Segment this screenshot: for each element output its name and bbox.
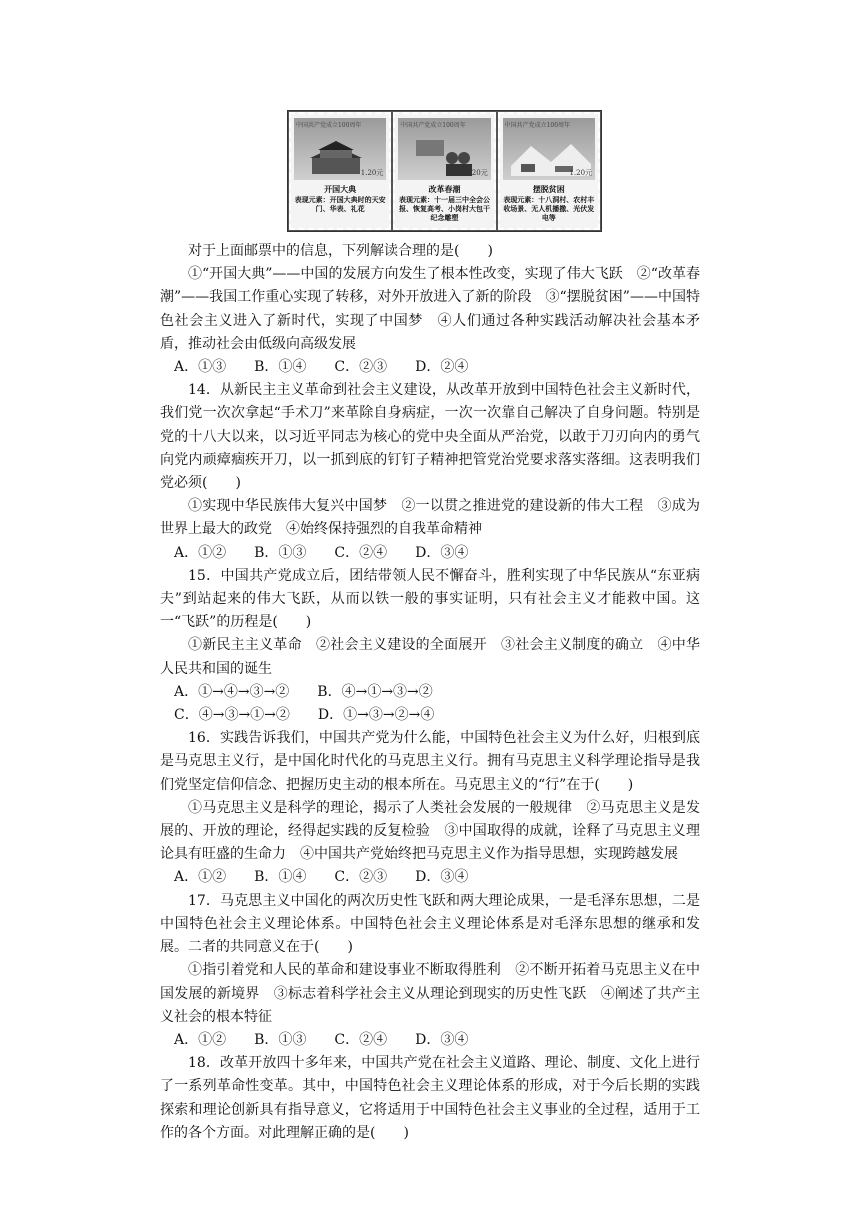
stamp-2-desc: 表现元素：十一届三中全会公报、恢复高考、小岗村大包干纪念雕塑 [398,195,490,222]
question-17-stem: 17．马克思主义中国化的两次历史性飞跃和两大理论成果，一是毛泽东思想，二是中国特色社会主义理论体系。中国特色社会主义理论体系是对毛泽东思想的继承和发展。二者的共同意义在于( ) [160,892,700,956]
question-15-options-1: A．①→④→③→② B．④→①→③→② [174,683,433,700]
stamp-2-title: 改革春潮 [428,184,461,194]
stamp-1-title: 开国大典 [324,184,357,194]
stamp-3-desc: 表现元素：十八洞村、农村丰收场景、无人机播撒、光伏发电等 [503,195,595,222]
question-16-items: ①马克思主义是科学的理论，揭示了人类社会发展的一般规律 ②马克思主义是发展的、开放的理论，经得起实践的反复检验 ③中国取得的成就，诠释了马克思主义理论具有旺盛的生命力 ④中国共产党始终把马克思主义作为指导思想，实现跨越发展 [160,799,700,863]
stamp-2 [393,112,495,230]
question-13-stem: 对于上面邮票中的信息，下列解读合理的是( ) [188,243,493,259]
stamp-3 [498,112,600,230]
stamp-2-face-text: 中国共产党成立100周年 [400,122,466,129]
stamp-1-desc: 表现元素：开国大典时的天安门、华表、礼花 [294,195,386,213]
question-14-options: A．①② B．①③ C．②④ D．③④ [174,544,469,561]
question-13-items: ①“开国大典”——中国的发展方向发生了根本性改变，实现了伟大飞跃 ②“改革春潮”——我国工作重心实现了转移，对外开放进入了新的阶段 ③“摆脱贫困”——中国特色社会主义进入了新时代，实现了中国梦 ④人们通过各种实践活动解决社会基本矛盾，推动社会由低级向高级发展 [160,266,700,352]
question-17-items: ①指引着党和人民的革命和建设事业不断取得胜利 ②不断开拓着马克思主义在中国发展的新境界 ③标志着科学社会主义从理论到现实的历史性飞跃 ④阐述了共产主义社会的根本特征 [160,962,700,1025]
stamp-3-value: 1.20元 [569,169,593,177]
question-14-stem: 14．从新民主主义革命到社会主义建设，从改革开放到中国特色社会主义新时代，我们党一次次拿起“手术刀”来革除自身病症，一次一次靠自己解决了自身问题。特别是党的十八大以来，以习近平同志为核心的党中央全面从严治党，以敢于刀刃向内的勇气向党内顽瘴痼疾开刀，以一抓到底的钉钉子精神把管党治党要求落实落细。这表明我们党必须( ) [160,382,700,492]
question-13-options: A．①③ B．①④ C．②③ D．②④ [174,359,469,376]
question-15-items: ①新民主主义革命 ②社会主义建设的全面展开 ③社会主义制度的确立 ④中华人民共和国的诞生 [160,637,700,677]
question-14-items: ①实现中华民族伟大复兴中国梦 ②一以贯之推进党的建设新的伟大工程 ③成为世界上最大的政党 ④始终保持强烈的自我革命精神 [160,498,700,538]
stamp-1-value: 1.20元 [360,169,384,177]
stamp-3-face-text: 中国共产党成立100周年 [504,122,571,129]
stamp-strip [287,110,602,232]
stamp-1-face-text: 中国共产党成立100周年 [295,122,362,129]
question-16-options: A．①② B．①④ C．②③ D．③④ [174,869,469,886]
question-17-options: A．①② B．①③ C．②④ D．③④ [174,1031,469,1048]
question-body [160,240,700,1145]
stamp-1 [289,112,391,230]
question-18-stem: 18．改革开放四十多年来，中国共产党在社会主义道路、理论、制度、文化上进行了一系列革命性变革。其中，中国特色社会主义理论体系的形成，对于今后长期的实践探索和理论创新具有指导意义，它将适用于中国特色社会主义事业的全过程，适用于工作的各个方面。对此理解正确的是( ) [160,1055,700,1141]
question-15-options-2: C．④→③→①→② D．①→③→②→④ [174,707,435,724]
question-15-stem: 15．中国共产党成立后，团结带领人民不懈奋斗，胜利实现了中华民族从“东亚病夫”到站起来的伟大飞跃，从而以铁一般的事实证明，只有社会主义才能救中国。这一“飞跃”的历程是( ) [160,567,700,631]
stamp-2-value: 1.20元 [465,169,488,177]
stamp-1-picture [294,118,386,180]
stamp-3-title: 摆脱贫困 [532,184,565,194]
stamp-2-picture [398,118,490,180]
question-16-stem: 16．实践告诉我们，中国共产党为什么能，中国特色社会主义为什么好，归根到底是马克思主义行，是中国化时代化的马克思主义行。拥有马克思主义科学理论指导是我们党坚定信仰信念、把握历史主动的根本所在。马克思主义的“行”在于( ) [160,730,700,793]
stamp-3-picture [503,118,595,180]
tiananmen-icon [306,136,366,176]
